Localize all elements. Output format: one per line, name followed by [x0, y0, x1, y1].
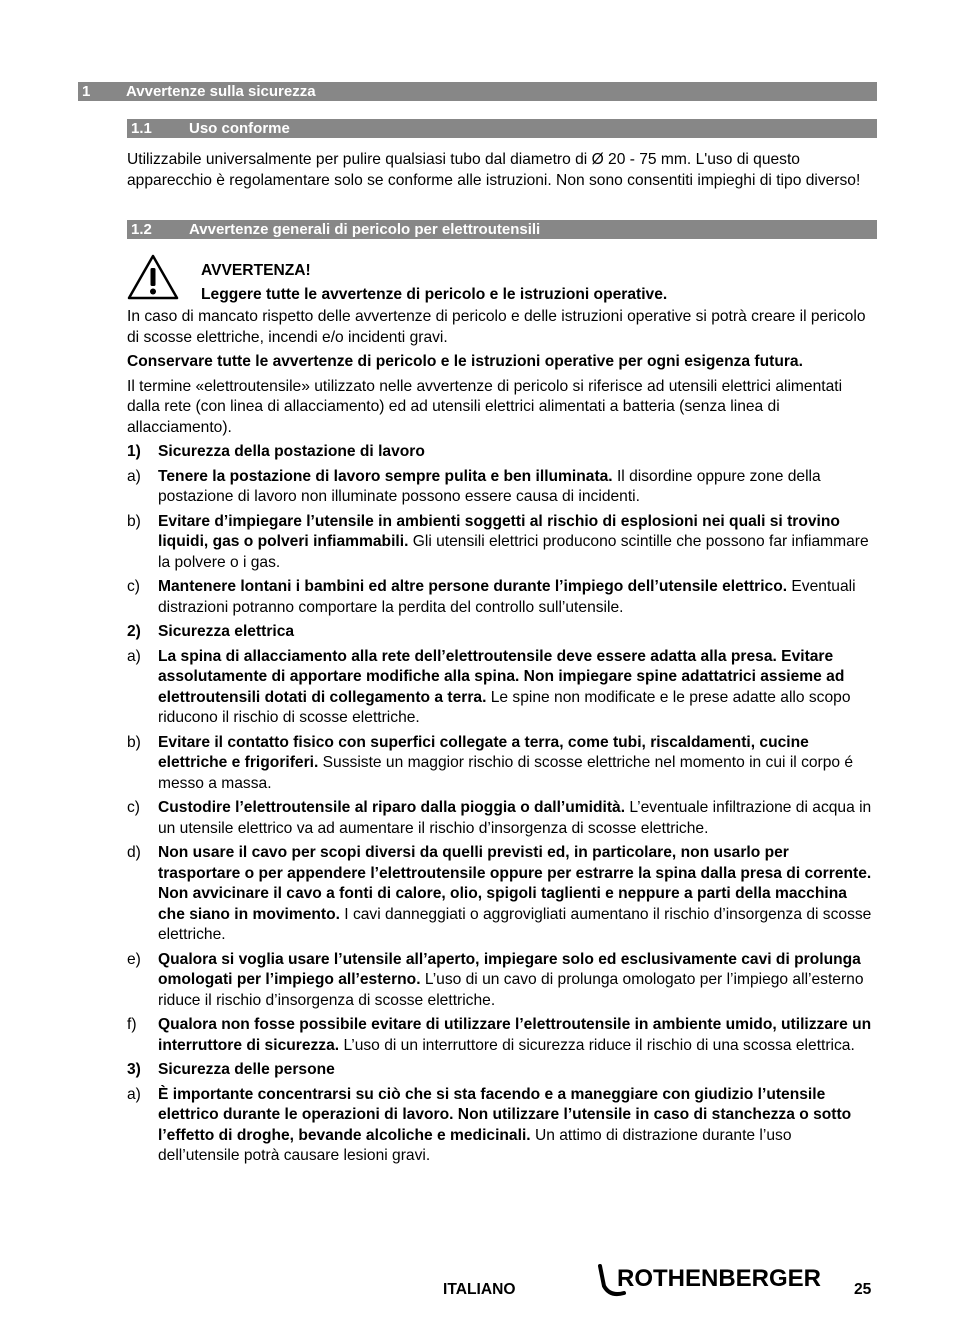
- item-label: f): [127, 1016, 137, 1033]
- item-label: c): [127, 578, 140, 595]
- paragraph: In caso di mancato rispetto delle avvertenze di pericolo e delle istruzioni operative si potrà creare il pericolo di scosse elettriche, incendi e/o incidenti gravi.: [127, 308, 866, 346]
- item-bold-text: È importante concentrarsi su ciò che si sta facendo e a maneggiare con giudizio l’utensile elettrico durante le operazioni di lavoro. Non utilizzare l’utensile in caso di stanchezza o sotto l’effetto di droghe, bevande alcoliche e medicinali.: [158, 1085, 852, 1144]
- subsection-heading: [127, 442, 875, 463]
- item-text: I cavi danneggiati o aggrovigliati aumentano il rischio d’insorgenza di scosse elettriche.: [158, 905, 872, 943]
- intro-paragraph: Utilizzabile universalmente per pulire qualsiasi tubo dal diametro di Ø 20 - 75 mm. L'uso di questo apparecchio è regolamentare solo se conforme alle istruzioni. Non sono consentiti impieghi di tipo diverso!: [127, 151, 861, 189]
- item-text: L’uso di un cavo di prolunga omologato per l’impiego all’esterno riduce il rischio d’insorgenza di scosse elettriche.: [158, 971, 864, 1009]
- item-text: L’uso di un interruttore di sicurezza riduce il rischio di una scossa elettrica.: [339, 1036, 855, 1054]
- item-bold-text: Evitare il contatto fisico con superfici collegate a terra, come tubi, riscaldamenti, cucine elettriche e frigoriferi.: [158, 733, 809, 771]
- paragraph: Il termine «elettroutensile» utilizzato nelle avvertenze di pericolo si riferisce ad utensili elettrici alimentati dalla rete (con linea di allacciamento) ed ad utensili elettrici alimentati a batteria (senza linea di allacciamento).: [127, 377, 843, 436]
- page-number: 25: [854, 1281, 872, 1298]
- item-bold-text: Evitare d’impiegare l’utensile in ambienti soggetti al rischio di esplosioni nei quali si trovino liquidi, gas o polveri infiammabili.: [158, 512, 840, 550]
- item-label: d): [127, 844, 141, 861]
- item-label: e): [127, 950, 141, 968]
- brand-logo-text: ROTHENBERGER: [617, 1265, 822, 1292]
- item-bold-text: La spina di allacciamento alla rete dell’elettroutensile deve essere adatta alla presa. Evitare assolutamente di apportare modifiche alla spina. Non impiegare spine adattatrici assieme ad elettroutensili dotati di collegamento a terra.: [158, 647, 845, 706]
- section-number: 1.2: [131, 221, 152, 238]
- main-content: [127, 307, 875, 1171]
- item-label: 3): [127, 1061, 141, 1078]
- item-text: Un attimo di distrazione durante l’uso dell’utensile potrà causare lesioni gravi.: [158, 1126, 792, 1164]
- list-item: [127, 843, 875, 946]
- item-text: Gli utensili elettrici producono scintille che possono far infiammare la polvere o i gas.: [158, 533, 869, 571]
- item-label: a): [127, 1085, 141, 1103]
- item-bold-text: Qualora non fosse possibile evitare di utilizzare l’elettroutensile in ambiente umido, utilizzare un interruttore di sicurezza.: [158, 1016, 872, 1054]
- list-item: [127, 1015, 875, 1056]
- section-number: 1: [82, 83, 91, 100]
- list-item: [127, 577, 875, 618]
- section-number: 1.1: [131, 120, 152, 137]
- list-item: [127, 950, 875, 1012]
- item-text: Sussiste un maggior rischio di scosse elettriche nel momento in cui il corpo é messo a massa.: [158, 754, 854, 792]
- item-bold-text: Mantenere lontani i bambini ed altre persone durante l’impiego dell’utensile elettrico.: [158, 578, 788, 595]
- item-text: L’eventuale infiltrazione di acqua in un utensile elettrico va ad aumentare il rischio d’insorgenza di scosse elettriche.: [158, 799, 872, 837]
- warning-box: [201, 259, 667, 307]
- list-item: [127, 1085, 875, 1167]
- footer-language: ITALIANO: [443, 1281, 516, 1298]
- item-label: b): [127, 512, 141, 530]
- item-label: a): [127, 467, 141, 485]
- warning-title: AVVERTENZA!: [201, 262, 311, 279]
- warning-triangle-icon: [126, 253, 180, 301]
- item-text: Le spine non modificate e le prese adatte allo scopo riducono il rischio di scosse elettriche.: [158, 688, 851, 726]
- section-1-1-heading: [127, 119, 877, 138]
- item-label: a): [127, 647, 141, 665]
- item-bold-text: Custodire l’elettroutensile al riparo dalla pioggia o dall’umidità.: [158, 799, 626, 816]
- item-bold-text: Non usare il cavo per scopi diversi da quelli previsti ed, in particolare, non usarlo per trasportare o per appendere l’elettroutensile oppure per estrarre la spina dalla presa di corrente. Non avvicinare il cavo a fonti di calore, olio, spigoli taglienti e neppure a parti della macchina che siano in movimento.: [158, 844, 872, 923]
- list-item: [127, 512, 875, 574]
- subsection-heading: [127, 622, 875, 643]
- subsection-title: Sicurezza delle persone: [158, 1061, 335, 1078]
- list-item: [127, 733, 875, 795]
- section-title: Avvertenze sulla sicurezza: [126, 83, 316, 100]
- paragraph-bold: Conservare tutte le avvertenze di pericolo e le istruzioni operative per ogni esigenza futura.: [127, 353, 803, 370]
- warning-subtitle: Leggere tutte le avvertenze di pericolo e le istruzioni operative.: [201, 286, 668, 303]
- section-title: Uso conforme: [189, 120, 290, 137]
- list-item: [127, 647, 875, 729]
- item-label: b): [127, 733, 141, 751]
- item-text: Il disordine oppure zone della postazione di lavoro non illuminate possono essere causa di incidenti.: [158, 467, 821, 505]
- list-item: [127, 467, 875, 508]
- section-1-2-heading: [127, 220, 877, 239]
- section-1-heading: [78, 82, 877, 101]
- subsection-title: Sicurezza elettrica: [158, 623, 295, 640]
- item-label: c): [127, 799, 140, 816]
- item-label: 2): [127, 623, 141, 640]
- item-label: 1): [127, 443, 141, 460]
- list-item: [127, 798, 875, 839]
- section-title: Avvertenze generali di pericolo per elettroutensili: [189, 221, 541, 238]
- subsection-title: Sicurezza della postazione di lavoro: [158, 443, 425, 460]
- intro-block: [127, 150, 875, 195]
- subsection-heading: [127, 1060, 875, 1081]
- item-bold-text: Qualora si voglia usare l’utensile all’aperto, impiegare solo ed esclusivamente cavi di prolunga omologati per l’impiego all’esterno.: [158, 950, 861, 988]
- item-bold-text: Tenere la postazione di lavoro sempre pulita e ben illuminata.: [158, 467, 613, 485]
- brand-logo: [594, 1262, 826, 1298]
- item-text: Eventuali distrazioni potranno comportare la perdita del controllo sull’utensile.: [158, 578, 856, 616]
